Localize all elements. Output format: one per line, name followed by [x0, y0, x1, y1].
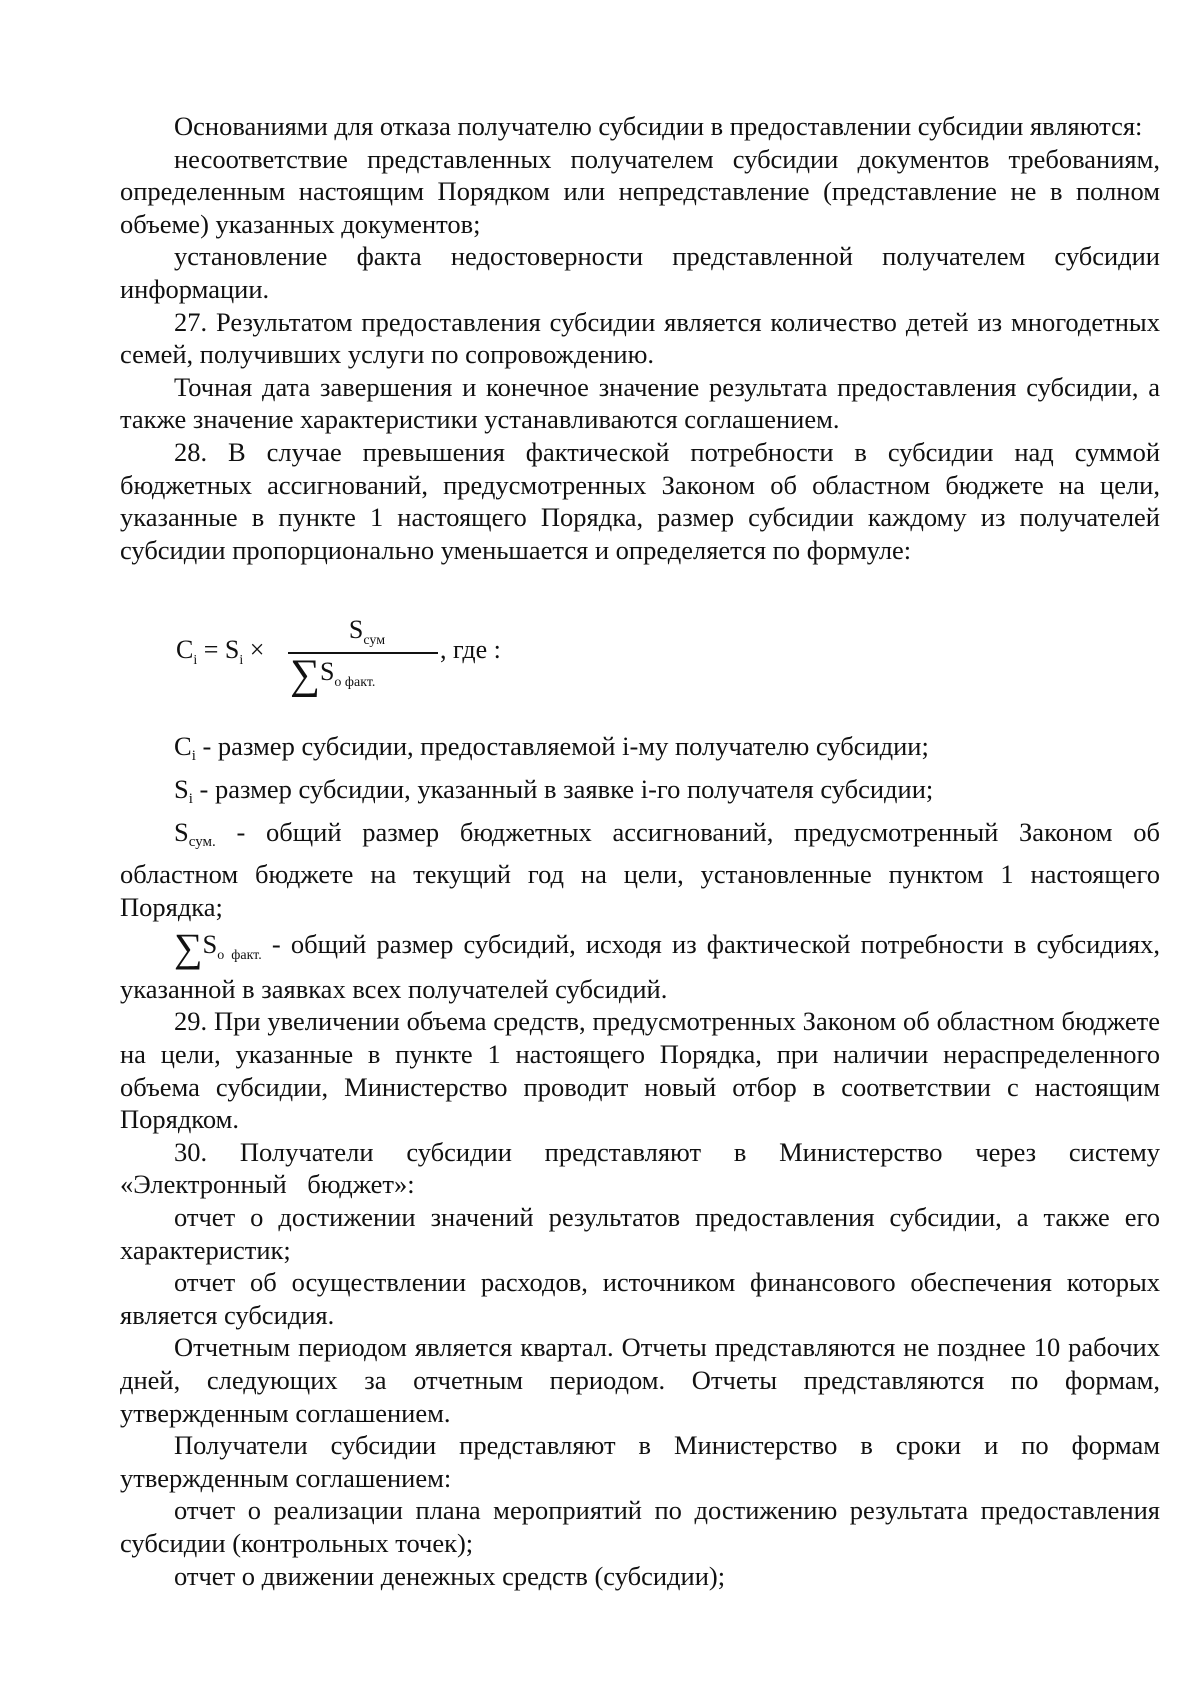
def-ci-symbol: C — [174, 731, 192, 762]
formula-denominator — [290, 654, 375, 700]
def-sfact-sub: о факт. — [217, 948, 262, 964]
def-ssum-symbol: S — [174, 816, 189, 847]
paragraph-unreliable-info: установление факта недостоверности представленной получателем субсидии информации. — [120, 241, 1160, 304]
document-page — [120, 110, 1160, 1592]
subsidy-formula — [120, 584, 1160, 724]
paragraph-report-expenses: отчет об осуществлении расходов, источником финансового обеспечения которых является субсидия. — [120, 1267, 1160, 1330]
paragraph-recipients-submit: Получатели субсидии представляют в Министерство в сроки и по формам утвержденным соглашением: — [120, 1430, 1160, 1493]
formula-num-s: S — [348, 615, 364, 645]
paragraph-report-cashflow: отчет о движении денежных средств (субсидии); — [174, 1560, 726, 1591]
formula-left-side — [176, 634, 264, 678]
definition-si — [120, 773, 1160, 816]
def-sfact-symbol: S — [202, 929, 218, 960]
def-ssum-text: - общий размер бюджетных ассигнований, предусмотренный Законом об областном бюджете на текущий год на цели, установленные пунктом 1 настоящего Порядка; — [120, 816, 1160, 922]
def-ci-sub: i — [191, 748, 196, 765]
formula-den-s: S — [319, 657, 335, 687]
def-si-symbol: S — [174, 773, 189, 804]
def-sfact-text: - общий размер субсидий, исходя из фактической потребности в субсидиях, указанной в заявках всех получателей субсидий. — [120, 929, 1160, 1004]
formula-times: × — [243, 635, 265, 665]
formula-ci: C — [176, 635, 194, 665]
formula-ci-sub: i — [193, 653, 198, 669]
formula-where: , где : — [440, 635, 501, 665]
paragraph-report-plan: отчет о реализации плана мероприятий по достижению результата предоставления субсидии (контрольных точек); — [120, 1495, 1160, 1558]
paragraph-reporting-period: Отчетным периодом является квартал. Отчеты представляются не позднее 10 рабочих дней, следующих за отчетным периодом. Отчеты представляются по формам, утвержденным соглашением. — [120, 1332, 1160, 1428]
def-ci-text: - размер субсидии, предоставляемой i-му получателю субсидии; — [195, 731, 929, 762]
paragraph-noncompliance: несоответствие представленных получателем субсидии документов требованиям, определенным настоящим Порядком или непредставление (представление не в полном объеме) указанных документов; — [120, 143, 1160, 239]
def-si-text: - размер субсидии, указанный в заявке i-го получателя субсидии; — [192, 773, 934, 804]
formula-den-sub: о факт. — [334, 675, 376, 691]
paragraph-30-reports: 30. Получатели субсидии представляют в Министерство через систему «Электронный бюджет»: — [120, 1136, 1160, 1200]
definition-ssum — [120, 816, 1160, 924]
formula-si-sub: i — [239, 653, 244, 669]
formula-sum-sign: ∑ — [290, 652, 320, 699]
paragraph-result-date: Точная дата завершения и конечное значение результата предоставления субсидии, а также значение характеристики устанавливаются соглашением. — [120, 371, 1160, 435]
def-sfact-sum-sign: ∑ — [174, 925, 203, 971]
paragraph-29-increase: 29. При увеличении объема средств, предусмотренных Законом об областном бюджете на цели, указанные в пункте 1 настоящего Порядка, при наличии нераспределенного объема субсидии, Министерство проводит новый отбор в соответствии с настоящим Порядком. — [120, 1006, 1160, 1135]
def-si-sub: i — [188, 790, 193, 807]
definition-ci — [120, 730, 1160, 773]
formula-eq-si: = S — [197, 635, 240, 665]
def-ssum-sub: сум. — [188, 833, 216, 850]
paragraph-28-excess: 28. В случае превышения фактической потребности в субсидии над суммой бюджетных ассигнований, предусмотренных Законом об областном бюджете на цели, указанные в пункте 1 настоящего Порядка, размер субсидии каждому из получателей субсидии пропорционально уменьшается и определяется по формуле: — [120, 436, 1160, 565]
formula-num-sub: сум — [363, 633, 386, 649]
paragraph-27-result: 27. Результатом предоставления субсидии является количество детей из многодетных семей, получивших услуги по сопровождению. — [120, 306, 1160, 370]
paragraph-refusal-grounds: Основаниями для отказа получателю субсидии в предоставлении субсидии являются: — [174, 111, 1143, 141]
paragraph-report-results: отчет о достижении значений результатов предоставления субсидии, а также его характеристик; — [120, 1202, 1160, 1265]
definition-sfact — [120, 927, 1160, 1005]
